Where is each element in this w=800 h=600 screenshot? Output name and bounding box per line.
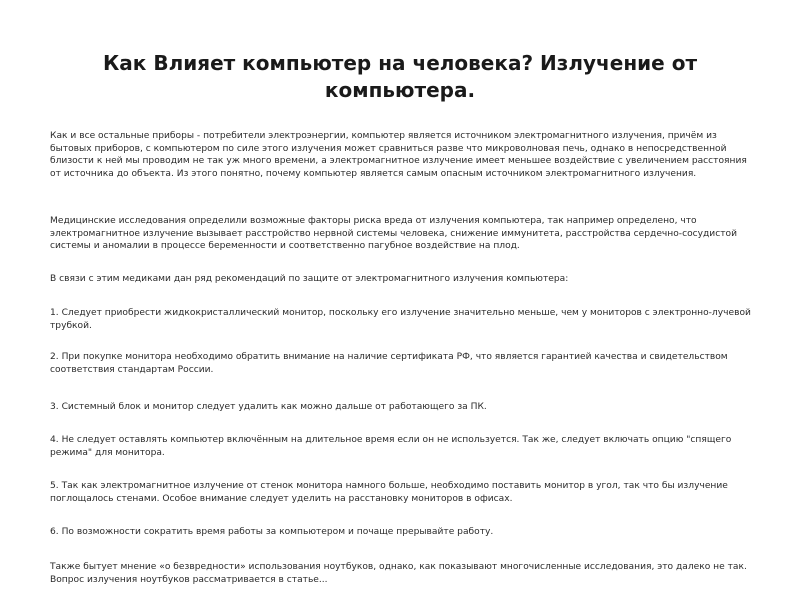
recommendation-item-1: 1. Следует приобрести жидкокристаллический монитор, поскольку его излучение значительно меньше, чем у мониторов с электронно-лучевой трубкой. bbox=[50, 308, 751, 331]
recommendation-item-3: 3. Системный блок и монитор следует удалить как можно дальше от работающего за ПК. bbox=[50, 402, 487, 412]
paragraph-laptops: Также бытует мнение «о безвредности» использования ноутбуков, однако, как показывают многочисленные исследования, это далеко не так. Вопрос излучения ноутбуков рассматривается в статье... bbox=[50, 562, 747, 585]
paragraph-intro: Как и все остальные приборы - потребители электроэнергии, компьютер является источником электромагнитного излучения, причём из бытовых приборов, с компьютером по силе этого излучения может сравниться разве что микроволновая печь, однако в непосредственной близости к ней мы проводим не так уж много времени, а электромагнитное излучение имеет меньшее воздействие с увеличением расстояния от источника до объекта. Из этого понятно, почему компьютер является самым опасным источником электромагнитного излучения. bbox=[50, 131, 747, 179]
recommendation-item-4: 4. Не следует оставлять компьютер включённым на длительное время если он не используется. Так же, следует включать опцию "спящего режима" для монитора. bbox=[50, 435, 732, 458]
paragraph-medical-research: Медицинские исследования определили возможные факторы риска вреда от излучения компьютера, так например определено, что электромагнитное излучение вызывает расстройство нервной системы человека, снижение иммунитета, расстройства сердечно-сосудистой системы и аномалии в процессе беременности и соответственно пагубное воздействие на плод. bbox=[50, 216, 737, 251]
recommendation-item-6: 6. По возможности сократить время работы за компьютером и почаще прерывайте работу. bbox=[50, 527, 494, 537]
recommendation-item-2: 2. При покупке монитора необходимо обратить внимание на наличие сертификата РФ, что является гарантией качества и свидетельством соответствия стандартам России. bbox=[50, 352, 728, 375]
paragraph-recommendations-intro: В связи с этим медиками дан ряд рекомендаций по защите от электромагнитного излучения компьютера: bbox=[50, 274, 569, 284]
recommendation-item-5: 5. Так как электромагнитное излучение от стенок монитора намного больше, необходимо поставить монитор в угол, так что бы излучение поглощалось стенами. Особое внимание следует уделить на расстановку мониторов в офисах. bbox=[50, 481, 728, 504]
page-title: Как Влияет компьютер на человека? Излучение от компьютера. bbox=[102, 51, 698, 102]
